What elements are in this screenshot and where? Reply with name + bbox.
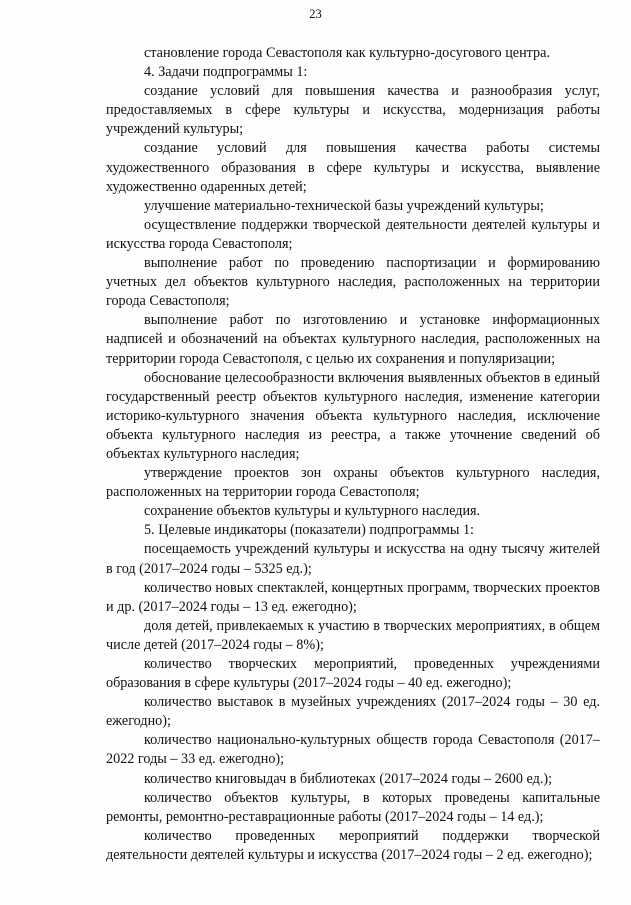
indicator-item: доля детей, привлекаемых к участию в творческих мероприятиях, в общем числе детей (2017–2024 годы – 8%); [106, 617, 600, 653]
task-item: сохранение объектов культуры и культурного наследия. [144, 503, 481, 520]
task-item: осуществление поддержки творческой деятельности деятелей культуры и искусства города Севастополя; [106, 216, 600, 252]
task-item: создание условий для повышения качества и разнообразия услуг, предоставляемых в сфере культуры и искусства, модернизация работы учреждений культуры; [106, 83, 600, 138]
indicator-item: посещаемость учреждений культуры и искусства на одну тысячу жителей в год (2017–2024 годы – 5325 ед.); [106, 541, 600, 577]
task-item: улучшение материально-технической базы учреждений культуры; [144, 197, 544, 214]
indicator-item: количество национально-культурных обществ города Севастополя (2017–2022 годы – 33 ед. ежегодно); [106, 732, 600, 768]
task-item: выполнение работ по изготовлению и установке информационных надписей и обозначений на объектах культурного наследия, расположенных на территории города Севастополя, с целью их сохранения и популяризации; [106, 312, 600, 367]
section-heading-indicators: 5. Целевые индикаторы (показатели) подпрограммы 1: [144, 522, 474, 539]
task-item: обоснование целесообразности включения выявленных объектов в единый государственный реестр объектов культурного наследия, изменение категории историко-культурного значения объекта культурного наследия, исключение объекта культурного наследия из реестра, а также уточнение сведений об объектах культурного наследия; [106, 369, 600, 462]
section-heading-tasks: 4. Задачи подпрограммы 1: [144, 64, 308, 81]
indicator-item: количество новых спектаклей, концертных программ, творческих проектов и др. (2017–2024 годы – 13 ед. ежегодно); [106, 579, 600, 615]
indicator-item: количество книговыдач в библиотеках (2017–2024 годы – 2600 ед.); [144, 770, 553, 787]
page-number: 23 [309, 7, 322, 21]
task-item: создание условий для повышения качества работы системы художественного образования в сфере культуры и искусства, выявление художественно одаренных детей; [106, 140, 600, 195]
indicator-item: количество объектов культуры, в которых проведены капитальные ремонты, ремонтно-реставрационные работы (2017–2024 годы – 14 ед.); [106, 789, 600, 825]
document-body [106, 44, 600, 865]
indicator-item: количество творческих мероприятий, проведенных учреждениями образования в сфере культуры (2017–2024 годы – 40 ед. ежегодно); [106, 656, 600, 692]
paragraph-continuation: становление города Севастополя как культурно-досугового центра. [144, 45, 550, 61]
task-item: выполнение работ по проведению паспортизации и формированию учетных дел объектов культурного наследия, расположенных на территории города Севастополя; [106, 255, 600, 310]
indicator-item: количество выставок в музейных учреждениях (2017–2024 годы – 30 ед. ежегодно); [106, 694, 600, 730]
indicator-item: количество проведенных мероприятий поддержки творческой деятельности деятелей культуры и искусства (2017–2024 годы – 2 ед. ежегодно); [106, 827, 600, 863]
task-item: утверждение проектов зон охраны объектов культурного наследия, расположенных на территории города Севастополя; [106, 465, 600, 501]
